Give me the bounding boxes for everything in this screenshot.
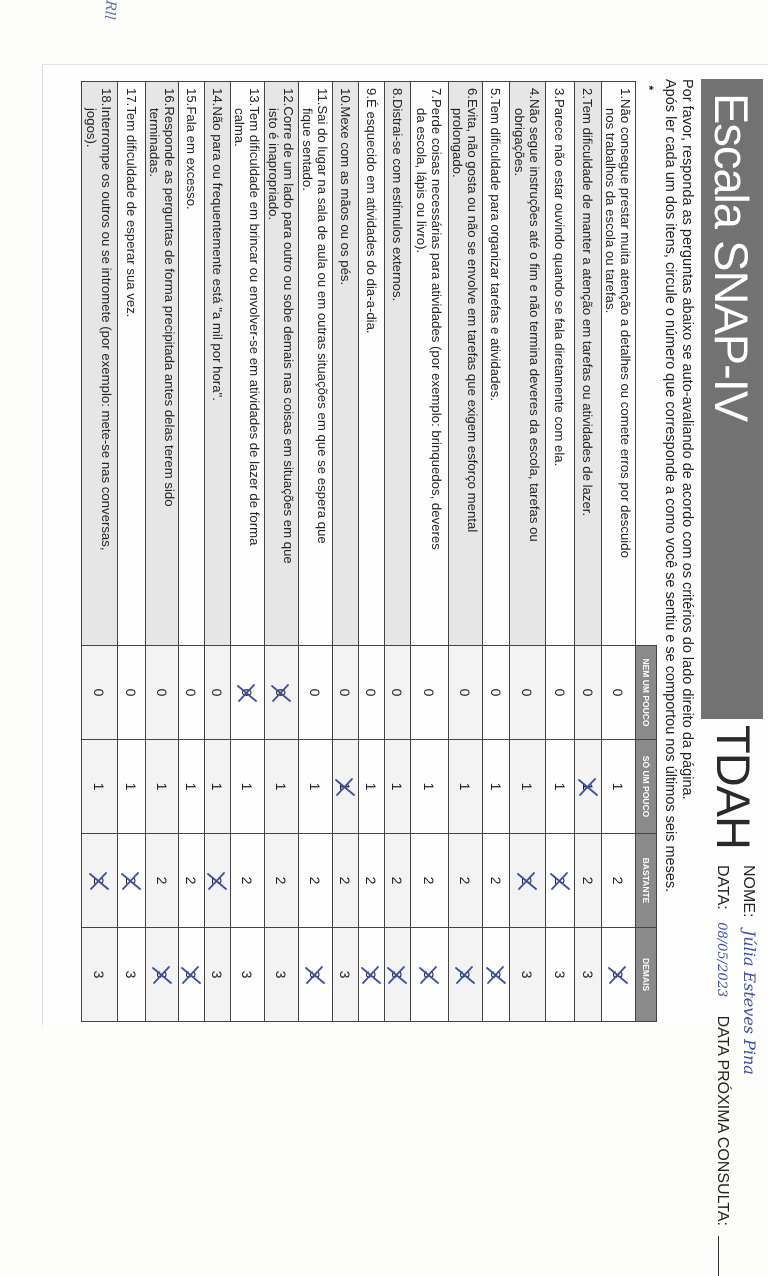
answer-option[interactable]	[265, 834, 299, 928]
answer-value: 3	[363, 970, 380, 979]
answer-option[interactable]	[299, 834, 333, 928]
answer-option[interactable]	[205, 834, 231, 928]
answer-option[interactable]	[231, 834, 265, 928]
answer-value: 1	[580, 782, 596, 791]
answer-option[interactable]	[205, 740, 231, 834]
question-text	[411, 82, 449, 646]
question-text-line: Evita, não gosta ou não se envolve em tarefas que exigem esforço mental	[465, 99, 481, 533]
answer-value: 2	[610, 876, 627, 885]
question-text-line: Responde as perguntas de forma precipitada antes delas terem sido	[162, 106, 177, 507]
answer-option[interactable]	[602, 740, 636, 834]
answer-value: 2	[552, 876, 568, 885]
question-text-line: obrigações.	[512, 108, 528, 177]
question-text-line: jogos).	[84, 108, 100, 148]
answer-option[interactable]	[483, 646, 510, 740]
question-text-line: É esquecido em atividades do dia-a-dia.	[364, 99, 379, 334]
answer-option[interactable]	[82, 646, 118, 740]
question-number: 3.	[552, 88, 568, 99]
data-label: DATA:	[714, 865, 731, 910]
question-number: 1.	[618, 88, 634, 99]
column-header: SÓ UM POUCO	[636, 740, 657, 834]
question-text-line: nos trabalhos da escola ou tarefas.	[603, 108, 619, 314]
answer-value: 0	[91, 688, 108, 697]
answer-value: 1	[519, 782, 536, 791]
instructions	[661, 79, 695, 1029]
answer-option[interactable]	[449, 834, 483, 928]
question-text-line: Parece não estar ouvindo quando se fala diretamente com ela.	[552, 99, 568, 467]
answer-option[interactable]	[118, 928, 146, 1022]
answer-value: 1	[154, 782, 170, 791]
answer-option[interactable]	[299, 740, 333, 834]
question-row	[179, 82, 205, 1022]
answer-value: 2	[154, 876, 170, 885]
answer-value: 3	[307, 970, 324, 979]
form-subtitle: TDAH	[707, 725, 760, 849]
answer-value: 3	[209, 970, 226, 979]
question-row	[231, 82, 265, 1022]
question-text	[146, 82, 179, 646]
answer-option[interactable]	[82, 834, 118, 928]
question-row	[359, 82, 385, 1022]
question-text-line: Não segue instruções até o fim e não termina deveres da escola, tarefas ou	[527, 99, 543, 542]
answer-value: 1	[123, 782, 140, 791]
answer-value: 2	[488, 876, 504, 885]
answer-value: 0	[552, 688, 568, 697]
answer-value: 2	[239, 876, 256, 885]
answer-value: 3	[337, 970, 354, 979]
answer-option[interactable]	[82, 928, 118, 1022]
answer-option[interactable]	[333, 740, 359, 834]
answer-value: 2	[389, 876, 406, 885]
answer-option[interactable]	[546, 834, 575, 928]
question-number: 4.	[527, 88, 543, 99]
answer-option[interactable]	[299, 646, 333, 740]
answer-option[interactable]	[510, 834, 546, 928]
question-number: 7.	[429, 88, 445, 99]
answer-value: 2	[209, 876, 226, 885]
answer-value: 1	[457, 782, 474, 791]
question-text-line: Tem dificuldade de manter a atenção em tarefas ou atividades de lazer.	[580, 99, 596, 517]
question-text	[602, 82, 636, 646]
question-text-line: fique sentado.	[300, 108, 316, 191]
answer-option[interactable]	[575, 646, 602, 740]
form-sheet	[42, 64, 768, 1226]
answer-value: 1	[183, 782, 200, 791]
answer-value: 0	[488, 688, 504, 697]
answer-value: 2	[183, 876, 200, 885]
answer-option[interactable]	[411, 740, 449, 834]
answer-value: 3	[610, 970, 627, 979]
question-text-line: terminadas.	[147, 108, 162, 177]
answer-value: 0	[154, 688, 170, 697]
question-row	[546, 82, 575, 1022]
answer-option[interactable]	[483, 928, 510, 1022]
answer-option[interactable]	[546, 646, 575, 740]
answer-option[interactable]	[602, 928, 636, 1022]
answer-option[interactable]	[333, 646, 359, 740]
answer-value: 1	[337, 782, 354, 791]
answer-option[interactable]	[231, 740, 265, 834]
question-row	[82, 82, 118, 1022]
answer-value: 2	[457, 876, 474, 885]
answer-option[interactable]	[179, 834, 205, 928]
question-text-line: Interrompe os outros ou se intromete (por exemplo: mete-se nas conversas,	[99, 106, 115, 551]
answer-option[interactable]	[575, 740, 602, 834]
question-text	[205, 82, 231, 646]
question-text-line: Não para ou frequentemente está "a mil por hora".	[210, 106, 225, 401]
question-text-line: Mexe com as mãos ou os pés.	[338, 106, 353, 286]
answer-value: 0	[337, 688, 354, 697]
answer-value: 2	[123, 876, 140, 885]
answer-value: 0	[421, 688, 438, 697]
answer-option[interactable]	[575, 834, 602, 928]
answer-option[interactable]	[385, 646, 411, 740]
question-text	[82, 82, 118, 646]
answer-value: 1	[389, 782, 406, 791]
answer-option[interactable]	[359, 646, 385, 740]
answer-option[interactable]	[82, 740, 118, 834]
question-text	[546, 82, 575, 646]
question-text-line: Sai do lugar na sala de aula ou em outras situações em que se espera que	[315, 105, 331, 544]
answer-value: 1	[273, 782, 290, 791]
answer-value: 2	[421, 876, 438, 885]
answer-option[interactable]	[449, 740, 483, 834]
answer-option[interactable]	[333, 834, 359, 928]
answer-value: 1	[421, 782, 438, 791]
answer-value: 3	[273, 970, 290, 979]
answer-value: 1	[209, 782, 226, 791]
question-number: 14.	[210, 88, 225, 107]
question-number: 17.	[124, 88, 139, 107]
answer-value: 2	[519, 876, 536, 885]
answer-value: 1	[91, 782, 108, 791]
answer-option[interactable]	[602, 834, 636, 928]
question-row	[265, 82, 299, 1022]
answer-value: 0	[519, 688, 536, 697]
answer-value: 0	[363, 688, 380, 697]
nome-field	[739, 865, 759, 1075]
answer-value: 2	[91, 876, 108, 885]
answer-value: 1	[610, 782, 627, 791]
answer-value: 2	[307, 876, 324, 885]
question-number: 16.	[162, 88, 177, 107]
column-header: DEMAIS	[636, 928, 657, 1022]
answer-option[interactable]	[265, 740, 299, 834]
question-number: 13.	[247, 88, 263, 107]
answer-option[interactable]	[146, 928, 179, 1022]
form-title: Escala SNAP-IV	[705, 93, 759, 422]
question-row	[146, 82, 179, 1022]
question-number: 5.	[488, 88, 504, 99]
answer-option[interactable]	[231, 928, 265, 1022]
answer-option[interactable]	[510, 646, 546, 740]
answer-option[interactable]	[118, 834, 146, 928]
answer-option[interactable]	[333, 928, 359, 1022]
answer-option[interactable]	[449, 928, 483, 1022]
answer-value: 0	[307, 688, 324, 697]
answer-value: 2	[273, 876, 290, 885]
answer-option[interactable]	[205, 928, 231, 1022]
answer-option[interactable]	[411, 646, 449, 740]
answer-value: 1	[307, 782, 324, 791]
answer-value: 3	[389, 970, 406, 979]
proxima-consulta-label: DATA PRÓXIMA CONSULTA:	[714, 1015, 731, 1226]
answer-value: 2	[337, 876, 354, 885]
answer-option[interactable]	[411, 834, 449, 928]
answer-value: 1	[363, 782, 380, 791]
answer-option[interactable]	[546, 928, 575, 1022]
answer-value: 0	[209, 688, 226, 697]
answer-option[interactable]	[265, 928, 299, 1022]
question-text	[231, 82, 265, 646]
question-text	[449, 82, 483, 646]
question-text-line: isto é inapropriado.	[266, 108, 282, 221]
answer-option[interactable]	[602, 646, 636, 740]
answer-value: 0	[239, 688, 256, 697]
question-number: 11.	[315, 88, 331, 106]
answer-value: 1	[488, 782, 504, 791]
answer-value: 3	[154, 970, 170, 979]
answer-option[interactable]	[118, 646, 146, 740]
answer-value: 3	[239, 970, 256, 979]
question-text	[510, 82, 546, 646]
question-row	[205, 82, 231, 1022]
answer-value: 3	[91, 970, 108, 979]
question-row	[510, 82, 546, 1022]
question-text	[265, 82, 299, 646]
answer-value: 3	[519, 970, 536, 979]
question-number: 6.	[465, 88, 481, 99]
answer-value: 3	[421, 970, 438, 979]
answer-option[interactable]	[205, 646, 231, 740]
answer-option[interactable]	[146, 646, 179, 740]
question-text-line: Corre de um lado para outro ou sobe demais nas coisas em situações em que	[281, 106, 297, 564]
answer-value: 3	[123, 970, 140, 979]
answer-option[interactable]	[575, 928, 602, 1022]
answer-value: 2	[580, 876, 596, 885]
answer-option[interactable]	[299, 928, 333, 1022]
answer-option[interactable]	[118, 740, 146, 834]
answer-option[interactable]	[179, 646, 205, 740]
question-number: 10.	[338, 88, 353, 107]
question-number: 9.	[364, 88, 379, 99]
answer-value: 0	[457, 688, 474, 697]
question-number: 12.	[281, 88, 297, 107]
question-row	[602, 82, 636, 1022]
corner-handwritten-note: Rll	[100, 0, 119, 21]
answer-option[interactable]	[449, 646, 483, 740]
question-number: 15.	[184, 88, 199, 107]
question-text	[118, 82, 146, 646]
answer-value: 0	[580, 688, 596, 697]
question-text	[483, 82, 510, 646]
column-header: NEM UM POUCO	[636, 646, 657, 740]
question-text-line: Distrai-se com estímulos externos.	[390, 99, 405, 302]
question-row	[449, 82, 483, 1022]
question-text-line: da escola, lápis ou livro).	[414, 108, 430, 254]
answer-value: 1	[239, 782, 256, 791]
question-text-line: Tem dificuldade de esperar sua vez.	[124, 106, 139, 318]
answer-value: 0	[610, 688, 627, 697]
answer-option[interactable]	[385, 834, 411, 928]
question-text	[333, 82, 359, 646]
title-banner	[701, 79, 763, 719]
answer-option[interactable]	[510, 740, 546, 834]
question-number: 8.	[390, 88, 405, 99]
question-text	[179, 82, 205, 646]
question-row	[411, 82, 449, 1022]
question-row	[483, 82, 510, 1022]
answer-value: 3	[457, 970, 474, 979]
question-text	[299, 82, 333, 646]
question-text	[575, 82, 602, 646]
answer-value: 3	[552, 970, 568, 979]
answer-value: 3	[580, 970, 596, 979]
answer-value: 0	[273, 688, 290, 697]
question-row	[118, 82, 146, 1022]
answer-option[interactable]	[546, 740, 575, 834]
answer-option[interactable]	[179, 740, 205, 834]
answer-option[interactable]	[483, 740, 510, 834]
answer-option[interactable]	[265, 646, 299, 740]
answer-value: 1	[552, 782, 568, 791]
question-text-line: Perde coisas necessárias para atividades (por exemplo: brinquedos, deveres	[429, 99, 445, 550]
question-text-line: Tem dificuldade para organizar tarefas e atividades.	[488, 99, 504, 402]
column-header: BASTANTE	[636, 834, 657, 928]
question-text	[385, 82, 411, 646]
answer-value: 0	[389, 688, 406, 697]
questionnaire-body	[82, 82, 636, 1022]
answer-option[interactable]	[146, 740, 179, 834]
asterisk-marker: *	[636, 82, 657, 646]
answer-option[interactable]	[385, 740, 411, 834]
question-row	[333, 82, 359, 1022]
question-text-line: calma.	[232, 108, 248, 147]
proxima-consulta-line[interactable]	[718, 1236, 719, 1276]
question-number: 2.	[580, 88, 596, 99]
nome-value[interactable]: Júlia Esteves Pina	[740, 929, 759, 1075]
question-text-line: Fala em excesso.	[184, 106, 199, 210]
question-row	[299, 82, 333, 1022]
question-text-line: Não consegue prestar muita atenção a detalhes ou comete erros por descuido	[618, 99, 634, 558]
answer-option[interactable]	[510, 928, 546, 1022]
answer-option[interactable]	[146, 834, 179, 928]
rotated-form	[43, 65, 768, 1226]
answer-option[interactable]	[359, 740, 385, 834]
answer-option[interactable]	[359, 928, 385, 1022]
answer-option[interactable]	[385, 928, 411, 1022]
instruction-line: Por favor, responda as perguntas abaixo se auto-avaliando de acordo com os critérios do lado direito da página.	[679, 79, 695, 800]
answer-option[interactable]	[179, 928, 205, 1022]
answer-option[interactable]	[231, 646, 265, 740]
answer-value: 3	[183, 970, 200, 979]
data-field	[713, 865, 731, 1276]
nome-label: NOME:	[740, 865, 757, 918]
answer-value: 0	[123, 688, 140, 697]
question-text-line: Tem dificuldade em brincar ou envolver-se em atividades de lazer de forma	[247, 106, 263, 546]
question-row	[575, 82, 602, 1022]
answer-option[interactable]	[411, 928, 449, 1022]
question-row	[385, 82, 411, 1022]
answer-option[interactable]	[359, 834, 385, 928]
answer-value: 0	[183, 688, 200, 697]
answer-option[interactable]	[483, 834, 510, 928]
question-number: 18.	[99, 88, 115, 107]
question-text-line: prolongado.	[450, 108, 466, 178]
questionnaire-table	[81, 81, 657, 1022]
answer-value: 3	[488, 970, 504, 979]
instruction-line: Após ler cada um dos itens, circule o número que corresponde a como você se sentiu e se comportou nos últimos seis meses.	[662, 79, 678, 893]
answer-value: 2	[363, 876, 380, 885]
data-value[interactable]: 08/05/2023	[714, 922, 729, 998]
question-text	[359, 82, 385, 646]
